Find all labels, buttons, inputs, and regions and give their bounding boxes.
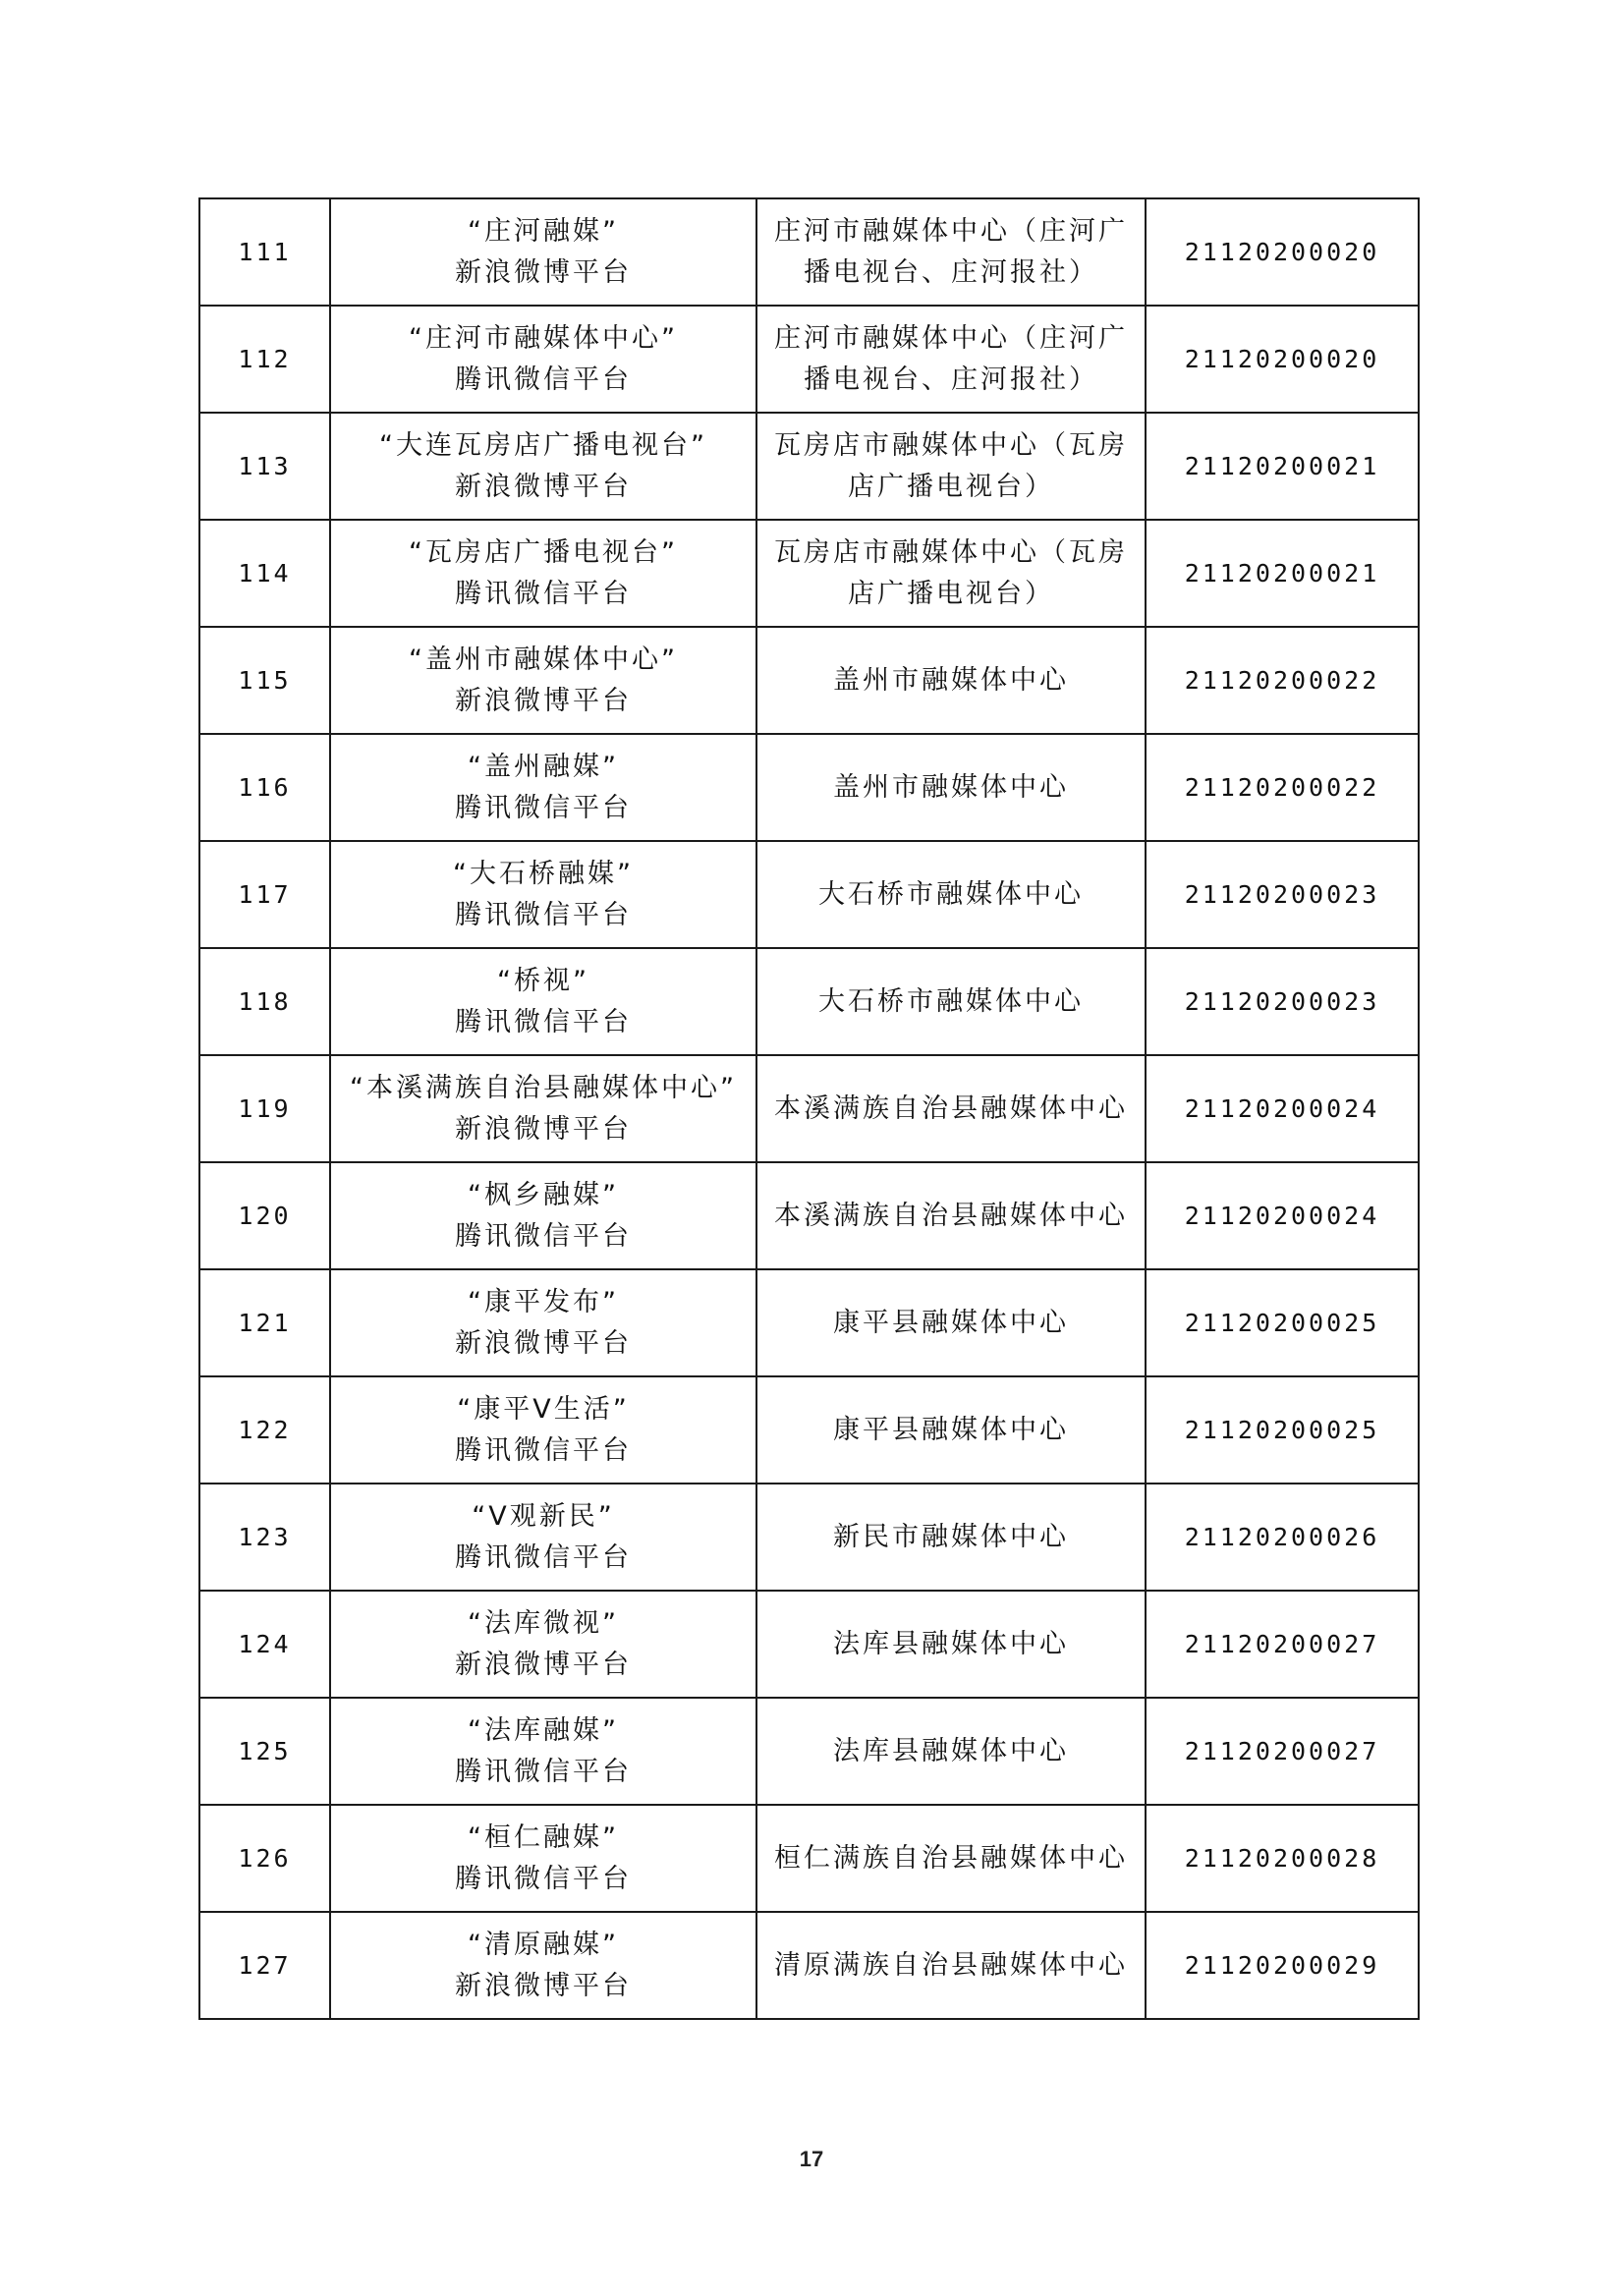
account-platform: 腾讯微信平台: [455, 792, 632, 823]
table-row: [199, 520, 1419, 627]
organization-line: 本溪满族自治县融媒体中心: [774, 1200, 1128, 1231]
account-platform: 腾讯微信平台: [455, 1756, 632, 1787]
organization-cell: [756, 1162, 1146, 1269]
account-name: “法库融媒”: [468, 1714, 619, 1746]
organization-line: 瓦房店市融媒体中心（瓦房: [774, 429, 1128, 461]
row-number: 124: [199, 1591, 330, 1698]
account-cell: [330, 306, 756, 413]
row-number: 114: [199, 520, 330, 627]
organization-cell: [756, 1055, 1146, 1162]
organization-cell: [756, 1269, 1146, 1376]
license-code: 21120200020: [1146, 198, 1419, 306]
account-cell: [330, 1484, 756, 1591]
organization-cell: [756, 1805, 1146, 1912]
account-platform: 腾讯微信平台: [455, 899, 632, 930]
account-platform: 新浪微博平台: [455, 1970, 632, 2001]
organization-line: 庄河市融媒体中心（庄河广: [774, 215, 1128, 247]
account-name: “枫乡融媒”: [468, 1179, 619, 1210]
table-row: [199, 1912, 1419, 2019]
license-code: 21120200025: [1146, 1269, 1419, 1376]
row-number: 122: [199, 1376, 330, 1484]
page-number: 17: [799, 2147, 824, 2171]
organization-cell: [756, 734, 1146, 841]
account-platform: 新浪微博平台: [455, 471, 632, 502]
account-cell: [330, 1269, 756, 1376]
license-code: 21120200029: [1146, 1912, 1419, 2019]
account-platform: 腾讯微信平台: [455, 364, 632, 395]
account-cell: [330, 520, 756, 627]
account-name: “盖州融媒”: [468, 751, 619, 782]
row-number: 111: [199, 198, 330, 306]
account-name: “法库微视”: [468, 1607, 619, 1639]
organization-cell: [756, 948, 1146, 1055]
organization-line: 播电视台、庄河报社）: [804, 364, 1098, 395]
organization-line: 庄河市融媒体中心（庄河广: [774, 322, 1128, 354]
account-platform: 腾讯微信平台: [455, 1006, 632, 1037]
organization-line: 康平县融媒体中心: [833, 1414, 1069, 1445]
table-row: [199, 1269, 1419, 1376]
organization-line: 法库县融媒体中心: [833, 1628, 1069, 1659]
account-name: “康平发布”: [468, 1286, 619, 1317]
license-code: 21120200023: [1146, 841, 1419, 948]
row-number: 126: [199, 1805, 330, 1912]
table-row: [199, 1591, 1419, 1698]
account-name: “大连瓦房店广播电视台”: [379, 429, 707, 461]
license-code: 21120200027: [1146, 1698, 1419, 1805]
license-code: 21120200024: [1146, 1055, 1419, 1162]
license-code: 21120200022: [1146, 734, 1419, 841]
account-platform: 腾讯微信平台: [455, 1863, 632, 1894]
license-code: 21120200024: [1146, 1162, 1419, 1269]
organization-line: 店广播电视台）: [848, 578, 1054, 609]
table-row: [199, 1484, 1419, 1591]
account-cell: [330, 1162, 756, 1269]
organization-cell: [756, 306, 1146, 413]
table-row: [199, 306, 1419, 413]
table-row: [199, 198, 1419, 306]
organization-cell: [756, 1376, 1146, 1484]
row-number: 119: [199, 1055, 330, 1162]
organization-cell: [756, 1698, 1146, 1805]
organization-cell: [756, 413, 1146, 520]
table-row: [199, 841, 1419, 948]
row-number: 120: [199, 1162, 330, 1269]
table-row: [199, 1698, 1419, 1805]
account-platform: 新浪微博平台: [455, 1113, 632, 1145]
organization-cell: [756, 198, 1146, 306]
account-platform: 腾讯微信平台: [455, 1541, 632, 1573]
organization-line: 法库县融媒体中心: [833, 1735, 1069, 1766]
account-name: “大石桥融媒”: [453, 858, 634, 889]
account-cell: [330, 627, 756, 734]
row-number: 123: [199, 1484, 330, 1591]
license-code: 21120200023: [1146, 948, 1419, 1055]
license-code: 21120200022: [1146, 627, 1419, 734]
account-cell: [330, 1591, 756, 1698]
account-name: “桓仁融媒”: [468, 1821, 619, 1853]
account-platform: 新浪微博平台: [455, 1327, 632, 1359]
table-row: [199, 734, 1419, 841]
account-name: “庄河融媒”: [468, 215, 619, 247]
table-row: [199, 1055, 1419, 1162]
account-cell: [330, 948, 756, 1055]
account-cell: [330, 1912, 756, 2019]
account-cell: [330, 198, 756, 306]
organization-line: 盖州市融媒体中心: [833, 771, 1069, 803]
organization-cell: [756, 1912, 1146, 2019]
row-number: 121: [199, 1269, 330, 1376]
row-number: 113: [199, 413, 330, 520]
account-cell: [330, 734, 756, 841]
organization-cell: [756, 841, 1146, 948]
row-number: 117: [199, 841, 330, 948]
row-number: 118: [199, 948, 330, 1055]
account-platform: 腾讯微信平台: [455, 1434, 632, 1466]
organization-line: 大石桥市融媒体中心: [818, 878, 1084, 910]
license-code: 21120200021: [1146, 520, 1419, 627]
organization-cell: [756, 627, 1146, 734]
table-row: [199, 413, 1419, 520]
account-name: “清原融媒”: [468, 1929, 619, 1960]
organization-line: 本溪满族自治县融媒体中心: [774, 1092, 1128, 1124]
account-cell: [330, 841, 756, 948]
row-number: 112: [199, 306, 330, 413]
account-name: “桥视”: [497, 965, 589, 996]
account-platform: 腾讯微信平台: [455, 578, 632, 609]
account-name: “庄河市融媒体中心”: [409, 322, 678, 354]
organization-line: 康平县融媒体中心: [833, 1307, 1069, 1338]
organization-line: 播电视台、庄河报社）: [804, 256, 1098, 288]
license-code: 21120200020: [1146, 306, 1419, 413]
account-cell: [330, 1805, 756, 1912]
table-row: [199, 627, 1419, 734]
table-row: [199, 1805, 1419, 1912]
table-body: [199, 198, 1419, 2019]
row-number: 116: [199, 734, 330, 841]
account-platform: 新浪微博平台: [455, 256, 632, 288]
organization-cell: [756, 1591, 1146, 1698]
organization-line: 大石桥市融媒体中心: [818, 985, 1084, 1017]
organization-line: 桓仁满族自治县融媒体中心: [774, 1842, 1128, 1874]
account-name: “盖州市融媒体中心”: [409, 644, 678, 675]
row-number: 115: [199, 627, 330, 734]
organization-line: 瓦房店市融媒体中心（瓦房: [774, 536, 1128, 568]
organization-cell: [756, 1484, 1146, 1591]
organization-line: 清原满族自治县融媒体中心: [774, 1949, 1128, 1981]
organization-cell: [756, 520, 1146, 627]
organization-line: 盖州市融媒体中心: [833, 664, 1069, 696]
account-cell: [330, 413, 756, 520]
organization-line: 店广播电视台）: [848, 471, 1054, 502]
account-name: “瓦房店广播电视台”: [409, 536, 678, 568]
account-cell: [330, 1055, 756, 1162]
row-number: 125: [199, 1698, 330, 1805]
account-platform: 腾讯微信平台: [455, 1220, 632, 1252]
license-code: 21120200025: [1146, 1376, 1419, 1484]
account-name: “V观新民”: [472, 1500, 615, 1532]
table-row: [199, 1376, 1419, 1484]
account-name: “康平V生活”: [457, 1393, 630, 1425]
license-code: 21120200027: [1146, 1591, 1419, 1698]
account-cell: [330, 1376, 756, 1484]
row-number: 127: [199, 1912, 330, 2019]
table-row: [199, 948, 1419, 1055]
table-row: [199, 1162, 1419, 1269]
account-name: “本溪满族自治县融媒体中心”: [350, 1072, 737, 1103]
account-platform: 新浪微博平台: [455, 685, 632, 716]
organization-line: 新民市融媒体中心: [833, 1521, 1069, 1552]
account-platform: 新浪微博平台: [455, 1649, 632, 1680]
license-code: 21120200028: [1146, 1805, 1419, 1912]
account-cell: [330, 1698, 756, 1805]
license-code: 21120200021: [1146, 413, 1419, 520]
registry-table: [198, 197, 1420, 2020]
license-code: 21120200026: [1146, 1484, 1419, 1591]
